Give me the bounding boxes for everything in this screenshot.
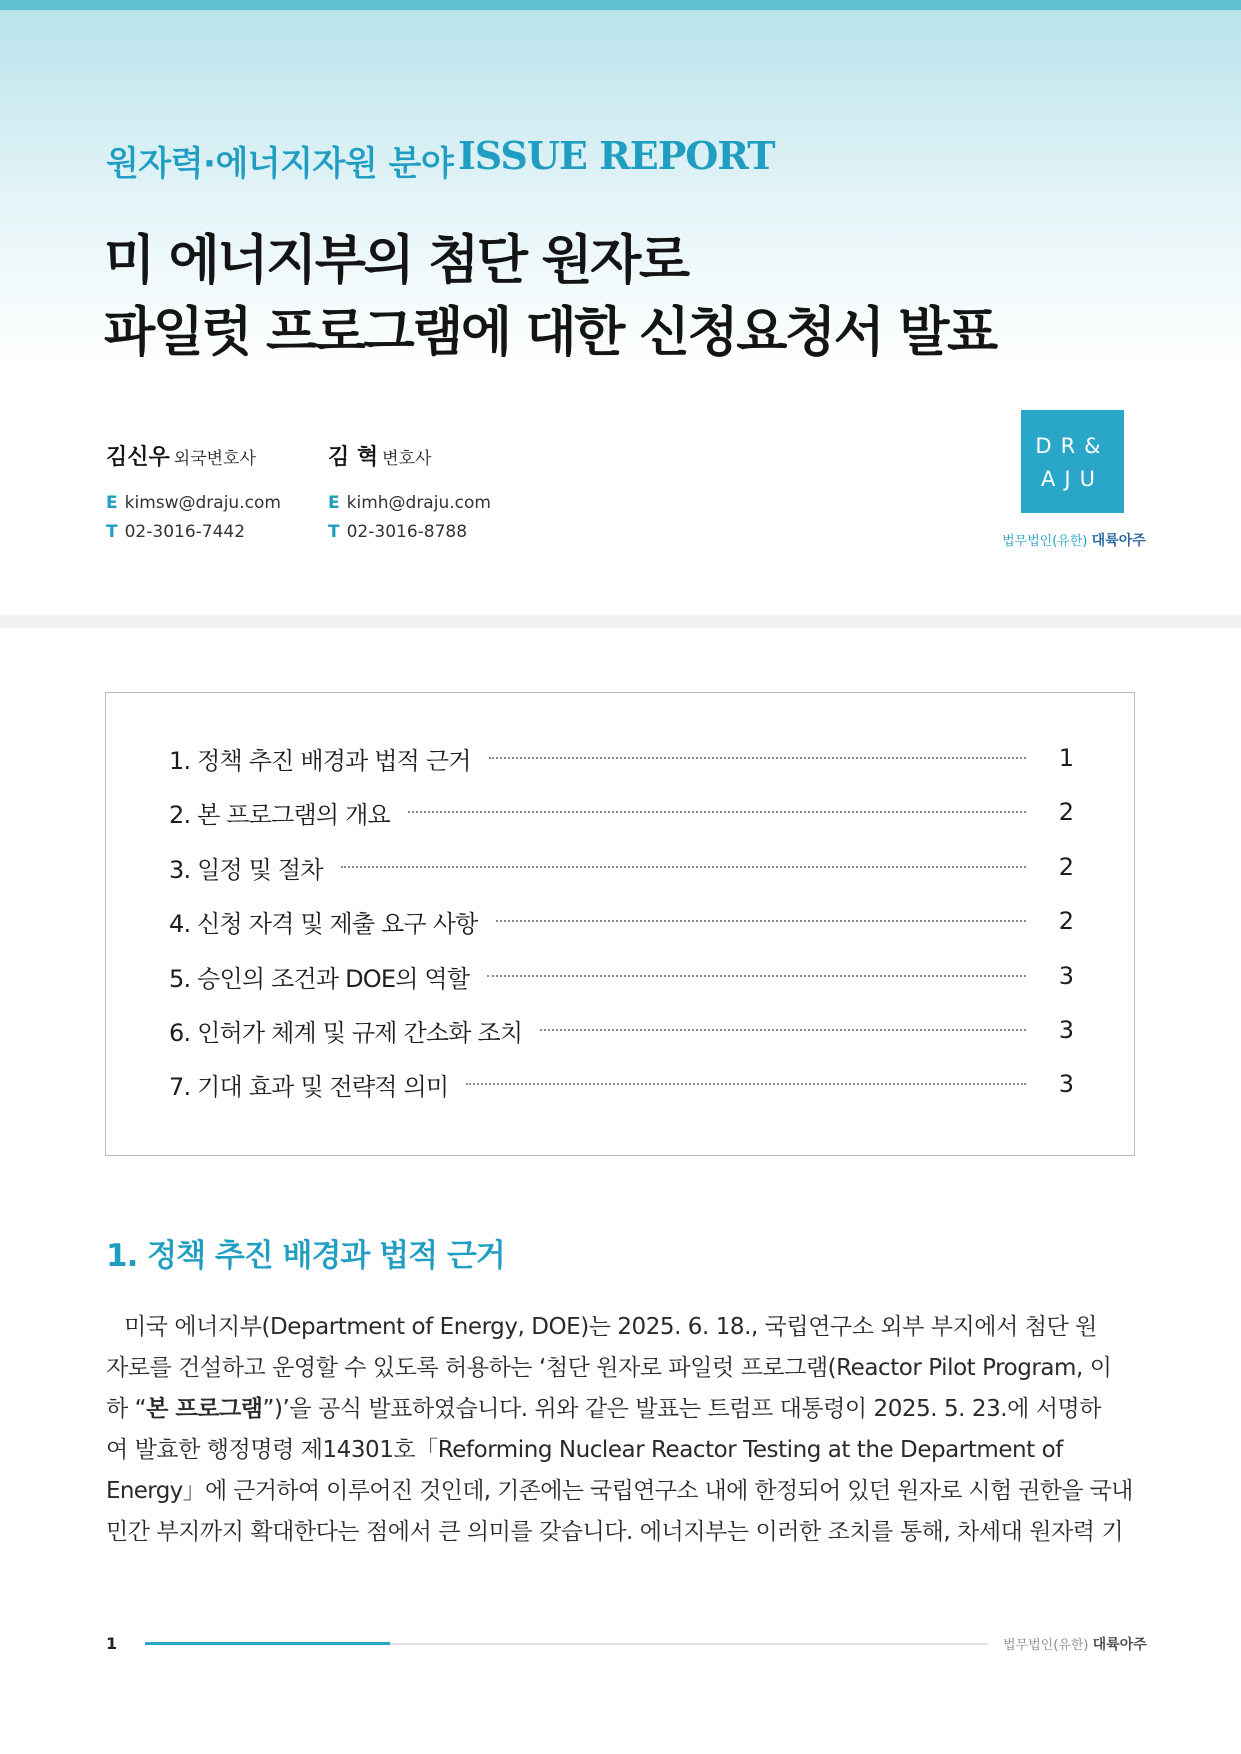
author-name: 김신우 외국변호사 <box>106 445 256 470</box>
body-line: 하 “본 프로그램”)’을 공식 발표하였습니다. 위와 같은 발표는 트럼프 대통령이 2025. 5. 23.에 서명하 <box>106 1396 1102 1422</box>
section-heading: 1. 정책 추진 배경과 법적 근거 <box>106 1238 505 1274</box>
document-title-line-1: 미 에너지부의 첨단 원자로 <box>104 230 688 291</box>
report-type: ISSUE REPORT <box>458 133 775 178</box>
toc-item[interactable] <box>169 903 1074 939</box>
section-body <box>106 1307 1136 1553</box>
body-line: 여 발효한 행정명령 제14301호「Reforming Nuclear Reactor Testing at the Department of <box>106 1437 1063 1463</box>
author-email-link[interactable]: kimsw@draju.com <box>124 493 281 513</box>
body-line: Energy」에 근거하여 이루어진 것인데, 기존에는 국립연구소 내에 한정되어 있던 원자로 시험 권한을 국내 <box>106 1478 1133 1504</box>
toc-leader-dots <box>489 757 1026 759</box>
toc-label: 6. 인허가 체계 및 규제 간소화 조치 <box>169 1018 523 1047</box>
toc-item[interactable] <box>169 849 1074 885</box>
document-title-line-2: 파일럿 프로그램에 대한 신청요청서 발표 <box>104 302 996 363</box>
body-line: 자로를 건설하고 운영할 수 있도록 허용하는 ‘첨단 원자로 파일럿 프로그램(Reactor Pilot Program, 이 <box>106 1355 1112 1381</box>
toc-leader-dots <box>466 1083 1026 1085</box>
toc-label: 5. 승인의 조건과 DOE의 역할 <box>169 964 470 993</box>
firm-logo <box>1021 410 1124 513</box>
bold-term: 본 프로그램 <box>146 1396 263 1422</box>
toc-page-number: 3 <box>1058 1016 1074 1044</box>
toc-page-number: 1 <box>1058 744 1074 772</box>
toc-label: 4. 신청 자격 및 제출 요구 사항 <box>169 909 478 938</box>
toc-page-number: 2 <box>1058 853 1074 881</box>
toc-item[interactable] <box>169 1066 1074 1102</box>
body-line: 미국 에너지부(Department of Energy, DOE)는 2025. 6. 18., 국립연구소 외부 부지에서 첨단 원 <box>124 1314 1097 1340</box>
author-phone: 02-3016-7442 <box>124 522 246 542</box>
toc-item[interactable] <box>169 740 1074 776</box>
toc-leader-dots <box>540 1029 1026 1031</box>
author-email-link[interactable]: kimh@draju.com <box>346 493 491 513</box>
toc-item[interactable] <box>169 794 1074 830</box>
author-contact <box>106 489 281 547</box>
page-number: 1 <box>106 1634 118 1653</box>
table-of-contents <box>105 692 1135 1156</box>
toc-label: 2. 본 프로그램의 개요 <box>169 800 390 829</box>
email-label: E <box>328 493 340 513</box>
section-divider-band <box>0 615 1241 628</box>
top-accent-bar <box>0 0 1241 10</box>
toc-leader-dots <box>408 811 1026 813</box>
toc-page-number: 2 <box>1058 798 1074 826</box>
toc-item[interactable] <box>169 1012 1074 1048</box>
toc-leader-dots <box>341 866 1026 868</box>
author-name: 김 혁 변호사 <box>328 445 432 470</box>
body-line: 민간 부지까지 확대한다는 점에서 큰 의미를 갖습니다. 에너지부는 이러한 조치를 통해, 차세대 원자력 기 <box>106 1519 1124 1545</box>
phone-label: T <box>328 522 340 542</box>
toc-label: 3. 일정 및 절차 <box>169 855 323 884</box>
footer-rule-accent <box>145 1642 390 1645</box>
author-kim-hyuk <box>328 440 491 547</box>
report-category: 원자력·에너지자원 분야 <box>106 144 454 184</box>
author-kim-sinwoo <box>106 440 281 547</box>
author-role: 변호사 <box>382 449 432 469</box>
toc-page-number: 3 <box>1058 962 1074 990</box>
toc-label: 7. 기대 효과 및 전략적 의미 <box>169 1072 449 1101</box>
toc-item[interactable] <box>169 958 1074 994</box>
toc-page-number: 2 <box>1058 907 1074 935</box>
logo-text-row-2: AJU <box>1041 467 1104 491</box>
toc-leader-dots <box>496 920 1027 922</box>
email-label: E <box>106 493 118 513</box>
firm-name-header: 법무법인(유한) 대륙아주 <box>1002 533 1146 549</box>
phone-label: T <box>106 522 118 542</box>
toc-page-number: 3 <box>1058 1070 1074 1098</box>
author-role: 외국변호사 <box>173 449 256 469</box>
author-contact <box>328 489 491 547</box>
author-phone: 02-3016-8788 <box>346 522 468 542</box>
logo-text-row-1: DR& <box>1035 434 1110 458</box>
toc-label: 1. 정책 추진 배경과 법적 근거 <box>169 746 471 775</box>
toc-leader-dots <box>487 975 1026 977</box>
firm-name-footer: 법무법인(유한) 대륙아주 <box>1003 1637 1147 1653</box>
